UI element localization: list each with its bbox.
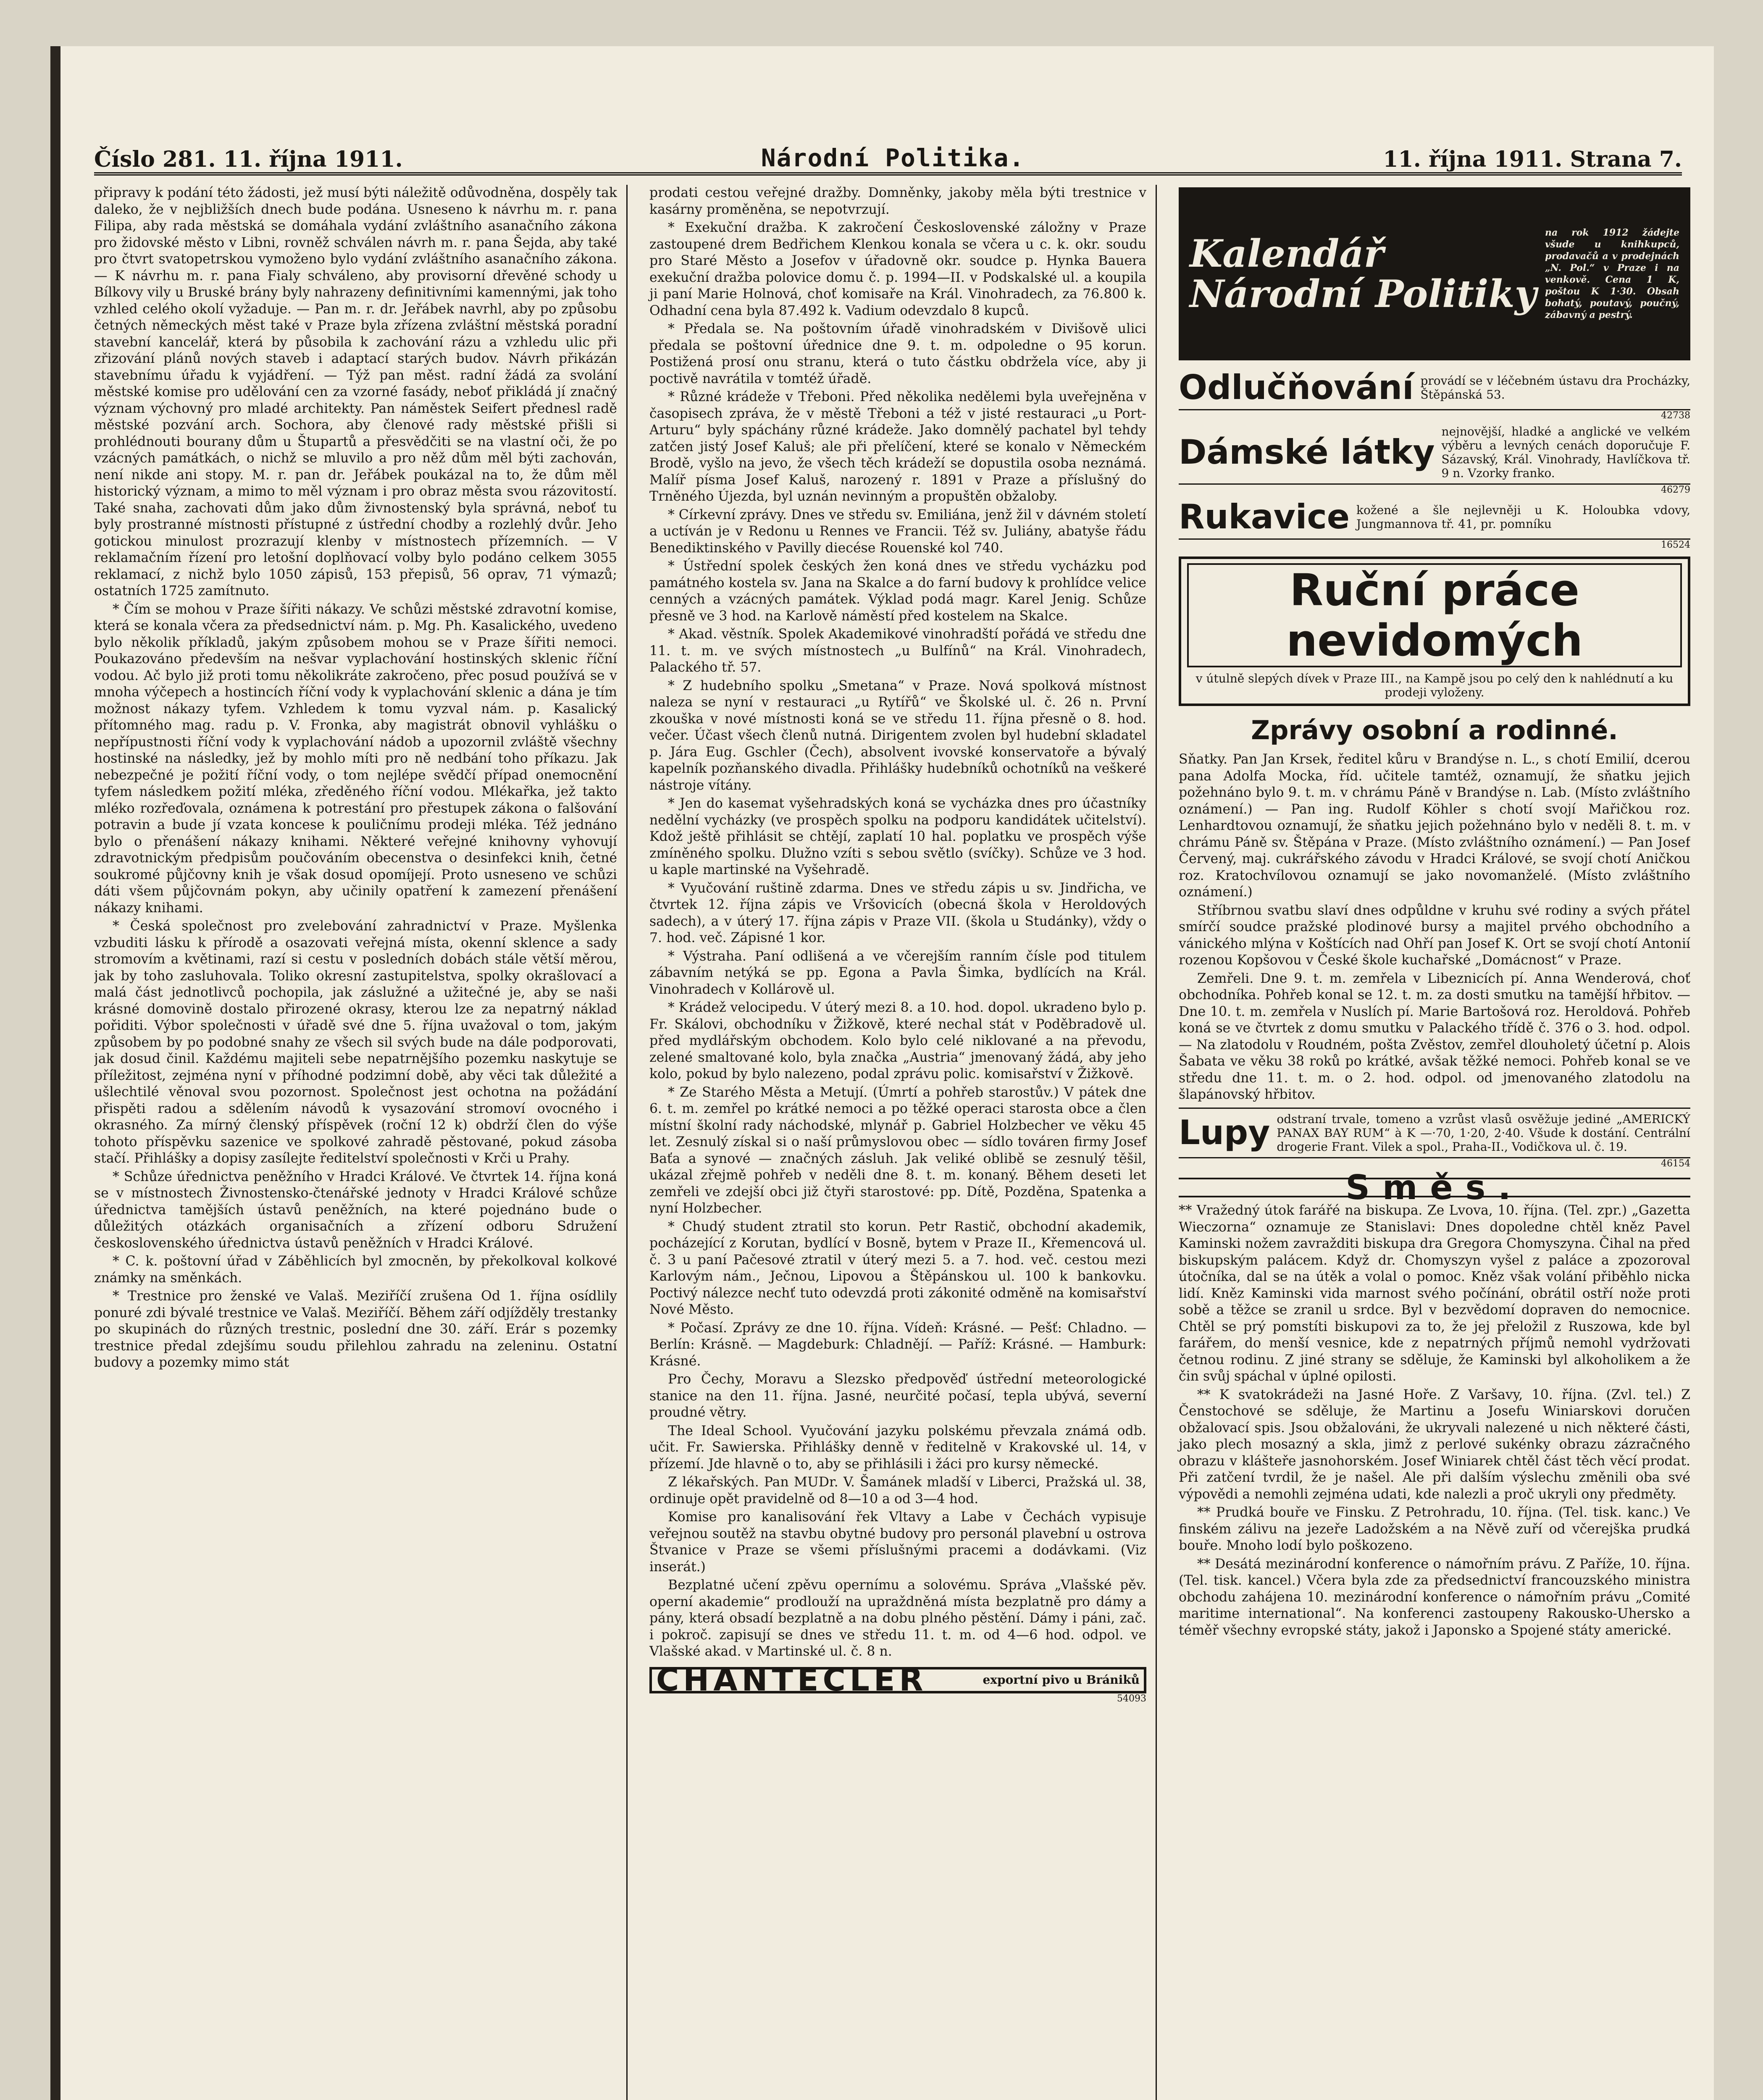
column-3 [1169,185,1690,2100]
article: Stříbrnou svatbu slaví dnes odpůldne v kruhu své rodiny a svých přátel smírčí soudce pražské plodinové bursy a majitel prvého obchodního a vánického mlýna v Koštících nad Ohří pan Josef K. Ort se svojí chotí Antonií rozenou Kopšovou v České škole kuchařské „Domácnost“ v Praze. [1179,903,1690,968]
ad-number: 16524 [1661,540,1690,550]
article: * Chudý student ztratil sto korun. Petr Rastič, obchodní akademik, pocházející z Korutan, bydlící v Bosně, bytem v Praze II., Křemencová ul. č. 3 u paní Pačesové ztratil v úterý mezi 5. a 7. hod. več. cestou mezi Karlovým nám., Ječnou, Lipovou a Štěpánskou ul. 100 k bankovku. Poctivý nálezce nechť tuto odevzdá proti zákonité odměně na komisařství Nové Město. [649,1219,1146,1317]
article: * Trestnice pro ženské ve Valaš. Meziříčí zrušena Od 1. října osídlily ponuré zdi bývalé trestnice ve Valaš. Meziříčí. Během září odjížděly trestanky po skupinách do různých trestnic, poslední dne 30. září. Erár s pozemky trestnice předal zdejšímu soudu přilehlou zahradu na zeleninu. Ostatní budovy a pozemky mimo stát [94,1289,617,1370]
article: * Ústřední spolek českých žen koná dnes ve středu vycházku pod památného kostela sv. Jana na Skalce a do farní budovy k prohlídce velice cenných a vzácných památek. Výklad podá magr. Karel Jenig. Schůze přesně ve 3 hod. na Karlově náměstí před kostelem na Skalce. [649,559,1146,624]
rucni-prace-ad [1179,556,1690,706]
article: The Ideal School. Vyučování jazyku polskému převzala známá odb. učit. Fr. Sawierska. Přihlášky denně v ředitelně v Krakovské ul. 14, v přízemí. Jde hlavně o to, aby se přihlásili i žáci pro kursy německé. [649,1423,1146,1472]
lupy-ad [1179,1108,1690,1158]
article: Pro Čechy, Moravu a Slezsko předpověď ústřední meteorologické stanice na den 11. října. Jasné, neurčité počasí, tepla ubývá, severní proudné větry. [649,1372,1146,1420]
rucni-prace-text: v útulně slepých dívek v Praze III., na Kampě jsou po celý den k nahlédnutí a ku prodeji vyloženy. [1195,672,1674,699]
article: * Vyučování ruštině zdarma. Dnes ve středu zápis u sv. Jindřicha, ve čtvrtek 12. října zápis ve Vršovicích (obecná škola v Heroldových sadech), a v úterý 17. října zápis v Praze VII. (škola u Studánky), vždy o 7. hod. več. Zápisné 1 kor. [649,880,1146,945]
article: * Výstraha. Paní odlišená a ve včerejším ranním čísle pod titulem zábavním netýká se pp. Egona a Pavla Šimka, bydlících na Král. Vinohradech v Kollárově ul. [649,948,1146,997]
kalendar-text: na rok 1912 žádejte všude u knihkupců, prodavačů a v prodejnách „N. Pol.“ v Praze i na venkově. Cena 1 K, poštou K 1·30. Obsah bohatý, poutavý, poučný, zábavný a pestrý. [1545,227,1679,320]
column-2 [640,185,1157,2100]
article: Komise pro kanalisování řek Vltavy a Labe v Čechách vypisuje veřejnou soutěž na stavbu obytné budovy pro personál plavební u ostrova Štvanice v Praze se všemi příslušnými pracemi a dodávkami. (Viz inserát.) [649,1509,1146,1575]
article: Z lékařských. Pan MUDr. V. Šamánek mladší v Liberci, Pražská ul. 38, ordinuje opět pravidelně od 8—10 a od 3—4 hod. [649,1475,1146,1507]
rucni-prace-title: Ruční práce nevidomých [1187,563,1682,667]
article: * Akad. věstník. Spolek Akademikové vinohradští pořádá ve středu dne 11. t. m. ve svých místnostech „u Bulfínů“ na Král. Vinohradech, Palackého tř. 57. [649,627,1146,675]
odlucovani-title: Odlučňování [1179,368,1414,407]
page-number: 11. října 1911. Strana 7. [1383,147,1682,172]
article: * Krádež velocipedu. V úterý mezi 8. a 10. hod. dopol. ukradeno bylo p. Fr. Skálovi, obchodníku v Žižkově, které nechal stát v Poděbradově ul. před mydlářským obchodem. Kolo bylo celé niklované a na převodu, zelené smaltované kolo, byla značka „Austria“ jmenovaný žádá, aby jeho kolo, pokud by bylo nalezeno, podal zprávu polic. komisařství v Žižkově. [649,1000,1146,1082]
column-1 [94,185,628,2100]
rukavice-text: kožené a šle nejlevněji u K. Holoubka vdovy, Jungmannova tř. 41, pr. pomníku [1356,503,1690,531]
issue-number: Číslo 281. 11. října 1911. [94,147,403,172]
article: připravy k podání této žádosti, jež musí býti náležitě odůvodněna, dospěly tak daleko, že v nejbližších dnech bude podána. Usneseno k návrhu m. r. pana Filipa, aby rada městská se domáhala vydání zvláštního asanačního zákona pro židovské město v Libni, rovněž schválen návrh m. r. pana Šejda, aby také pro čtvrt svatopetrskou vymoženo bylo vydání zvláštního asanačního zákona. — K návrhu m. r. pana Fialy schváleno, aby provisorní dřevěné schody u Bílkovy vily u Bruské brány byly nahrazeny definitivními kamennými, jak toho vzhled celého okolí vyžaduje. — Pan m. r. dr. Jeřábek navrhl, aby po způsobu četných německých měst také v Praze byla zřízena zvláštní městská poradní stavební kancelář, která by působila k zachování rázu a vzhledu ulic při zřizování plánů nových staveb i adaptací starých budov. Návrh přikázán stavebnímu úřadu k vyjádření. — Týž pan měst. radní žádá za svolání městské komise pro udělování cen za vzorné fasády, neboť přikládá jí značný význam výchovný pro mladé architekty. Pan náměstek Seifert přednesl radě městské pozvání arch. Sochora, aby členové rady městské přišli si prohlédnouti bourany dům u Štupartů a přesvědčiti se na vlastní oči, že po vzácných památkách, o nichž se mluvilo a pro něž dům měl býti zachován, není nikde ani stopy. M. r. pan dr. Jeřábek poukázal na to, že dům měl historický význam, a mimo to měl význam i pro obraz města svou rázovitostí. Také snaha, zachovati dům jako dům živnostenský byla správná, neboť tu byly prostranné místnosti přístupné z ústřední chodby a rozlehlý dvůr. Jeho gotickou minulost prozrazují klenby v místnostech přízemních. — V reklamačním řízení pro letošní doplňovací volby bylo podáno celkem 3055 reklamací, z nichž bylo 1050 zápisů, 153 přepisů, 56 oprav, 71 výmazů; ostatních 1725 zamítnuto. [94,185,617,598]
article: * Počasí. Zprávy ze dne 10. října. Vídeň: Krásné. — Pešť: Chladno. — Berlín: Krásně. — Magdeburk: Chladnějí. — Paříž: Krásné. — Hamburk: Krásné. [649,1320,1146,1369]
ad-number: 42738 [1661,410,1690,421]
ad-number: 46279 [1661,485,1690,495]
kalendar-title: Kalendář Národní Politiky [1190,231,1537,316]
article: * C. k. poštovní úřad v Záběhlicích byl zmocněn, by překolkoval kolkové známky na směnkách. [94,1254,617,1286]
kalendar-ad [1179,187,1690,360]
article: ** Desátá mezinárodní konference o námořním právu. Z Paříže, 10. října. (Tel. tisk. kancel.) Včera byla zde za předsednictví francouzského ministra obchodu zahájena 10. mezinárodní konference o námořním právu „Comité maritime international“. Na konferenci zastoupeny Rakousko-Uhersko a téměř všechny evropské státy, jakož i Japonsko a Spojené státy americké. [1179,1556,1690,1638]
lupy-title: Lupy [1179,1113,1270,1152]
article: * Různé krádeže v Třeboni. Před několika nedělemi byla uveřejněna v časopisech zpráva, že v městě Třeboni a též v jisté restauraci „u Port-Arturu“ byly spáchány různé krádeže. Jako domnělý pachatel byl tehdy zatčen jistý Josef Kaluš; ale při přelíčení, které se konalo v Německém Brodě, vyšlo na jevo, že všech těch krádeží se dopustila osoba neznámá. Malíř písma Josef Kaluš, narozený r. 1891 v Praze a příslušný do Trněného Újezda, byl uznán nevinným a propuštěn obžaloby. [649,389,1146,504]
article: ** Vražedný útok farářé na biskupa. Ze Lvova, 10. října. (Tel. zpr.) „Gazetta Wieczorna“ oznamuje ze Stanislavi: Dnes dopoledne chtěl kněz Pavel Kaminski nožem zavražditi biskupa dra Gregora Chomyszyna. Čihal na před biskupským palácem. Když dr. Chomyszyn vyšel z paláce a zpozoroval útočníka, dal se na útěk a volal o pomoc. Kněz však volání přiběhlo nicka lidí. Kněz Kaminski vida marnost svého počínání, obrátil ostří nože proti sobě a těžce se zranil u srdce. Byl v bezvědomí dopraven do nemocnice. Chtěl se prý pomstíti biskupovi za to, že jej přeložil z Ruszowa, kde byl farářem, do menší vesnice, kde z nepatrných příjmů nemohl vydržovati četnou rodinu. Z jiné strany se sděluje, že Kaminski byl alkoholikem a že čin svůj spáchal v úplné opilosti. [1179,1203,1690,1384]
lupy-text: odstraní trvale, tomeno a vzrůst vlasů osvěžuje jediné „AMERICKÝ PANAX BAY RUM“ à K —·70, 1·20, 2·40. Všude k dostání. Centrální drogerie Frant. Vilek a spol., Praha-II., Vodičkova ul. č. 19. [1277,1112,1690,1154]
rukavice-ad [1179,496,1690,540]
article: * Ze Starého Města a Metují. (Úmrtí a pohřeb starostův.) V pátek dne 6. t. m. zemřel po krátké nemoci a po těžké operaci starosta obce a člen místní školní rady náchodské, mlynář p. Gabriel Holzbecher ve věku 45 let. Zesnulý získal si o naší průmyslovou obec — sídlo továren firmy Josef Baťa a synové — značných zásluh. Jak veliké oblibě se zesnulý těšil, ukázal zřejmě pohřeb v neděli dne 8. t. m. konaný. Během deseti let zemřeli ve zdejší obci již čtyři starostové: pp. Dítě, Pozděna, Spatenka a nyní Holzbecher. [649,1084,1146,1216]
article: * Z hudebního spolku „Smetana“ v Praze. Nová spolková místnost naleza se nyní v restauraci „u Rytířů“ ve Školské ul. č. 26 n. První zkouška v nové místnosti koná se ve středu 11. října přesně o 8. hod. večer. Účast všech členů nutná. Dirigentem zvolen byl hudební skladatel p. Jára Eug. Gschler (Čech), absolvent ivovské konservatoře a bývalý kapelník pozňanského divadla. Přihlášky hudebníků ochotníků na veškeré nástroje vítány. [649,678,1146,793]
chantecler-ad [649,1662,1146,1698]
odlucovani-ad [1179,366,1690,410]
chantecler-name: CHANTECLER [656,1662,927,1698]
masthead [94,134,1682,176]
article: * Schůze úřednictva peněžního v Hradci Králové. Ve čtvrtek 14. října koná se v místnostech Živnostensko-čtenářské jednoty v Hradci Králové schůze úřednictva tamějších ústavů peněžních, na které pojednáno bude o důležitých otázkách organisačních a zřízení odboru Sdružení československého úřednictva ústavů peněžních v Hradci Králové. [94,1169,617,1251]
damske-latky-text: nejnovější, hladké a anglické ve velkém výběru a levných cenách doporučuje F. Sázavský, Král. Vinohrady, Havlíčkova tř. 9 n. Vzorky franko. [1441,425,1690,480]
section-title-smes: Směs. [1179,1178,1690,1198]
ad-number: 46154 [1661,1158,1690,1169]
article: * Jen do kasemat vyšehradských koná se vycházka dnes pro účastníky nedělní vycházky (ve prospěch spolku na podporu kandidátek učitelství). Kdož ještě přihlásit se chtějí, zaplatí 10 hal. poplatku ve prospěch výše zmíněného spolku. Dlužno vzíti s sebou světlo (svíčky). Schůze ve 3 hod. u kaple martinské na Vyšehradě. [649,796,1146,877]
article: ** K svatokrádeži na Jasné Hoře. Z Varšavy, 10. října. (Zvl. tel.) Z Čenstochové se sděluje, že Martinu a Josefu Winiarskovi doručen obžalovací spis. Jsou obžalováni, že ukryvali nalezené u nich některé části, jako plech mosazný a skla, jimž z perlové sukénky obrazu zázračného obrazu v klášteře jasnohorském. Josef Winiarek chtěl část těch věcí prodat. Při zatčení tvrdil, že je našel. Ale při dalším výslechu změnili oba své výpovědi a nemohli zejména udati, kde nalezli a proč ukryli ony předměty. [1179,1387,1690,1502]
article: * Předala se. Na poštovním úřadě vinohradském v Divišově ulici předala se poštovní úřednice dne 9. t. m. odpoledne o 95 korun. Postižená prosí onu stranu, která o tuto částku obdržela více, aby ji poctivě navrátila v tomtéž úřadě. [649,321,1146,386]
article: * Čím se mohou v Praze šířiti nákazy. Ve schůzi městské zdravotní komise, která se konala včera za předsednictví nám. p. Mg. Ph. Kasalického, uvedeno bylo několik příkladů, jakým způsobem mohou se v Praze šířiti nemoci. Poukazováno především na nešvar vyplachování hostinských sklenic říční vodou. Ač bylo již proti tomu několikráte zakročeno, přec posud používá se v mnoha výčepech a hostincích říční vody k vyplachování sklenic a dána je tím možnost nákazy tyfem. Vzhledem k tomu vyzval nám. p. Kasalický přítomného mag. radu p. V. Fronka, aby magistrát obnovil vyhlášku o nepřípustnosti říční vody k vyplachování nádob a upozornil zvláště všechny hostinské na následky, jež by mohlo míti pro ně nedbání toho příkazu. Jak nebezpečné je požití říční vody, o tom nejlépe svědčí případ onemocnění tyfem následkem požití mléka, zředěného říční vodou. Mlékařka, jež takto mléko rozřeďovala, oznámena k potrestání pro přestupek zákona o falšování potravin a bude jí vzata koncese k pouličnímu prodeji mléka. Též jednáno bylo o přenášení nákazy knihami. Některé veřejné knihovny vyhovují zdravotnickým předpisům poučováním obecenstva o desinfekci knih, četné soukromé půjčovny knih je však dosud opomíjejí. Proto usneseno ve schůzi dáti všem půjčovnám pokyn, aby učinily opatření k zamezení přenášení nákazy knihami. [94,601,617,916]
newspaper-title: Národní Politika. [761,144,1025,172]
odlucovani-text: provádí se v léčebném ústavu dra Procházky, Štěpánská 53. [1420,374,1690,402]
article: Bezplatné učení zpěvu opernímu a solovému. Správa „Vlašské pěv. operní akademie“ prodlouží na upraždněná místa bezplatně pro dámy a pány, která obsadí bezplatně a na dobu plného pěstění. Dámy i páni, zač. i pokroč. zapisují se dnes ve středu 11. t. m. od 4—6 hod. odpol. ve Vlašské akad. v Martinské ul. č. 8 n. [649,1578,1146,1659]
article: prodati cestou veřejné dražby. Domněnky, jakoby měla býti trestnice v kasárny proměněna, se nepotvrzují. [649,185,1146,217]
newspaper-page [50,46,1714,2100]
damske-latky-ad [1179,421,1690,485]
article: * Česká společnost pro zvelebování zahradnictví v Praze. Myšlenka vzbuditi lásku k přírodě a osazovati veřejná místa, okenní sklence a sady stromovím a květinami, razí si cestu v posledních dobách stále větší měrou, jak by toho zasluhovala. Toliko okresní zastupitelstva, spolky okrašlovací a malá část jednotlivců pochopila, jak záslužné a užitečné je, aby se naši krásné domovině dostalo přirozené okrasy, kterou lze za nepatrný náklad pořiditi. Výbor společnosti v úřadě své dne 5. října uvažoval o tom, jakým způsobem by po podobné snahy ze všech sil svých bude na dále podporovati, jak dosud činil. Každému majiteli sebe nepatrnějšího pozemku naskytuje se příležitost, zejména nyní v příhodné podzimní době, aby věci tak důležité a ušlechtilé věnoval svou pozornost. Společnost jest ochotna na požádání přispěti radou a sdělením návodů k vysazování stromoví ovocného i okrasného. Za mírný členský příspěvek (roční 12 k) obdrží člen do výše tohoto příspěvku sazenice ve spolkové zahradě pěstované, pokud zásoba stačí. Přihlášky a dopisy zasílejte ředitelství společnosti v Krči u Prahy. [94,919,617,1166]
article: ** Prudká bouře ve Finsku. Z Petrohradu, 10. října. (Tel. tisk. kanc.) Ve finském zálivu na jezeře Ladožském a na Něvě zuří od včerejška prudká bouře. Mnoho lodí bylo poškozeno. [1179,1505,1690,1553]
article: * Církevní zprávy. Dnes ve středu sv. Emiliána, jenž žil v dávném století a uctíván je v Redonu u Rennes ve Francii. Též sv. Juliány, abatyše řádu Benediktinského v Pavilly diecése Rouenské kol 740. [649,507,1146,556]
damske-latky-title: Dámské látky [1179,433,1435,472]
article: Zemřeli. Dne 9. t. m. zemřela v Libeznicích pí. Anna Wenderová, choť obchodníka. Pohřeb konal se 12. t. m. za dosti smutku na tamější hřbitov. — Dne 10. t. m. zemřela v Nuslích pí. Marie Bartošová roz. Heroldová. Pohřeb koná se ve čtvrtek z domu smutku v Palackého třídě č. 376 o 3. hod. odpol. — Na zlatodolu v Roudném, pošta Zvěstov, zemřel dlouholetý účetní p. Alois Šabata ve věku 38 roků po krátké, avšak těžké nemoci. Pohřeb konal se ve středu dne 11. t. m. o 2. hod. odpol. od jmenovaného zlatodolu na šlapánovský hřbitov. [1179,971,1690,1102]
chantecler-text: exportní pivo u Brániků [983,1673,1140,1687]
article: * Exekuční dražba. K zakročení Československé záložny v Praze zastoupené drem Bedřichem Klenkou konala se včera u c. k. okr. soudu pro Staré Město a Josefov v úřadovně okr. soudce p. Hynka Bauera exekuční dražba polovice domu č. p. 1994—II. v Podskalské ul. a koupila ji paní Marie Holnová, choť komisaře na Král. Vinohradech, za 76.800 k. Odhadní cena byla 87.492 k. Vadium odevzdalo 8 kupců. [649,220,1146,318]
section-title-personal: Zprávy osobní a rodinné. [1251,715,1618,746]
article: Sňatky. Pan Jan Krsek, ředitel kůru v Brandýse n. L., s chotí Emilií, dcerou pana Adolfa Mocka, říd. učitele tamtéž, oznamují, že sňatku jejich požehnáno bylo 9. t. m. v chrámu Páně v Brandýse n. Lab. (Místo zvláštního oznámení.) — Pan ing. Rudolf Köhler s chotí svojí Mařičkou roz. Lenhardtovou oznamují, že sňatku jejich požehnáno bylo v neděli 8. t. m. v chrámu Páně sv. Štěpána v Praze. (Místo zvláštního oznámení.) — Pan Josef Červený, maj. cukrářského závodu v Hradci Králové, se svojí chotí Aničkou roz. Kratochvílovou oznamují se jako novomanželé. (Místo zvláštního oznámení.) [1179,752,1690,900]
rukavice-title: Rukavice [1179,497,1350,536]
ad-number: 54093 [1117,1693,1146,1704]
